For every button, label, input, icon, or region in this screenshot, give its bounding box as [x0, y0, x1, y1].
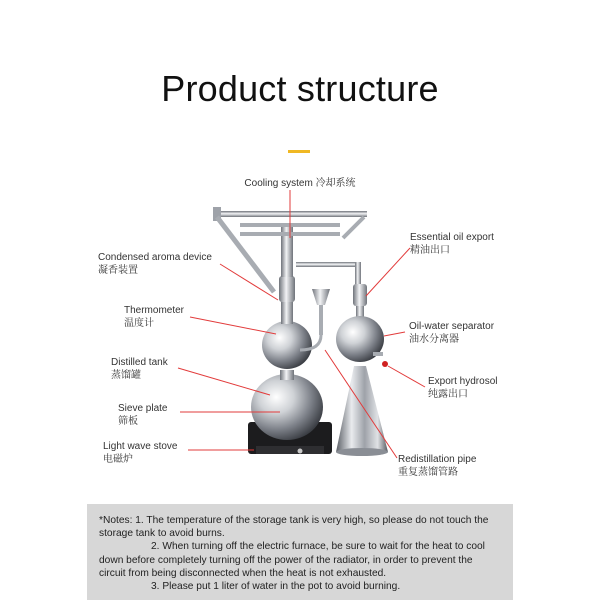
label-stove-zh: 电磁炉 [103, 454, 133, 465]
label-redistillation-pipe [398, 453, 476, 479]
label-hydrosol-en: Export hydrosol [428, 376, 498, 387]
label-sieve-en: Sieve plate [118, 403, 168, 414]
distilled-tank-shape [251, 374, 323, 440]
label-thermometer [124, 304, 184, 330]
label-redistill-zh: 重复蒸馏管路 [398, 467, 458, 478]
label-distilled-tank [111, 356, 168, 382]
note-3: 3. Please put 1 liter of water in the pot to avoid burning. [151, 581, 401, 593]
page-title: Product structure [161, 68, 439, 109]
label-sieve-plate [118, 402, 167, 428]
label-hydrosol-zh: 纯露出口 [428, 389, 468, 400]
label-essential-zh: 精油出口 [410, 245, 450, 256]
stove-panel [256, 446, 324, 454]
sieve-ball-shape [262, 321, 312, 369]
label-oil-water-separator [409, 320, 494, 346]
label-export-hydrosol [428, 375, 497, 401]
note-2: 2. When turning off the electric furnace, be sure to wait for the heat to cool down before completely turning off the power of the radiator, in order to prevent the circuit from being disconnected when the heat is not exhausted. [99, 541, 485, 579]
label-condensed-zh: 凝香装置 [98, 265, 138, 276]
label-thermometer-en: Thermometer [124, 305, 185, 316]
note-1: *Notes: 1. The temperature of the storage tank is very high, so please do not touch the storage tank to avoid burns. [99, 515, 489, 540]
label-stove-en: Light wave stove [103, 441, 178, 452]
label-sieve-zh: 筛板 [118, 416, 138, 427]
label-condensed-aroma [98, 251, 212, 277]
label-distilled-en: Distilled tank [111, 357, 168, 368]
label-separator-en: Oil-water separator [409, 321, 495, 332]
notes-box [87, 504, 513, 600]
label-essential-en: Essential oil export [410, 232, 494, 243]
label-distilled-zh: 蒸馏罐 [111, 370, 141, 381]
label-thermometer-zh: 温度计 [124, 318, 154, 329]
label-redistill-en: Redistillation pipe [398, 454, 477, 465]
label-condensed-en: Condensed aroma device [98, 252, 212, 263]
stove-knob [298, 449, 303, 454]
label-essential-oil-export [410, 231, 494, 257]
label-separator-zh: 油水分离器 [409, 334, 459, 345]
label-light-wave-stove [103, 440, 178, 466]
label-cooling-system-text: Cooling system 冷却系统 [244, 178, 356, 189]
label-cooling-system [230, 177, 370, 190]
